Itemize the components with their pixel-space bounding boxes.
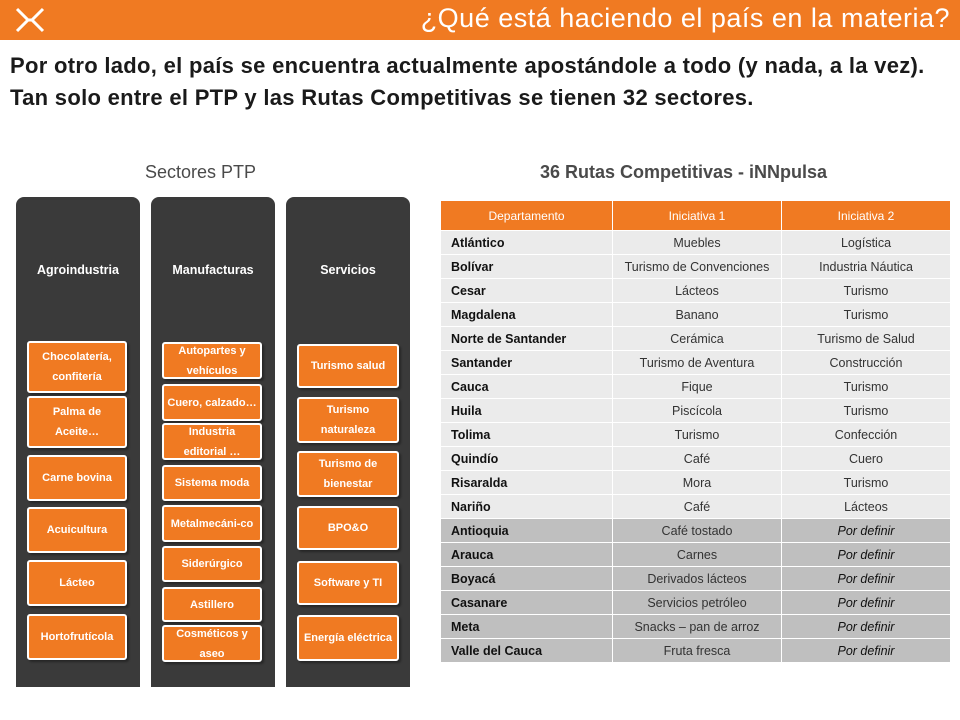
sector-box: Autopartes y vehículos — [162, 342, 262, 379]
cell-iniciativa-1: Café — [613, 495, 782, 519]
cell-departamento: Magdalena — [441, 303, 613, 327]
cell-iniciativa-1: Snacks – pan de arroz — [613, 615, 782, 639]
rutas-table — [440, 200, 951, 663]
cell-iniciativa-1: Turismo de Aventura — [613, 351, 782, 375]
sector-box: Cosméticos y aseo — [162, 625, 262, 662]
sector-box: Metalmecáni-co — [162, 505, 262, 542]
cell-iniciativa-2: Construcción — [782, 351, 951, 375]
table-row — [441, 615, 951, 639]
cell-departamento: Norte de Santander — [441, 327, 613, 351]
x-logo-icon — [14, 6, 46, 34]
cell-iniciativa-2: Por definir — [782, 519, 951, 543]
cell-departamento: Tolima — [441, 423, 613, 447]
table-row — [441, 543, 951, 567]
cell-departamento: Huila — [441, 399, 613, 423]
column-header-iniciativa-2: Iniciativa 2 — [782, 201, 951, 231]
ptp-title: Sectores PTP — [145, 162, 257, 182]
cell-iniciativa-2: Turismo — [782, 471, 951, 495]
cell-departamento: Santander — [441, 351, 613, 375]
table-row — [441, 567, 951, 591]
table-row — [441, 447, 951, 471]
sector-box: Sistema moda — [162, 465, 262, 501]
cell-iniciativa-1: Carnes — [613, 543, 782, 567]
column-header: Manufacturas — [172, 263, 254, 277]
cell-iniciativa-2: Por definir — [782, 615, 951, 639]
cell-iniciativa-2: Por definir — [782, 591, 951, 615]
cell-iniciativa-2: Turismo — [782, 279, 951, 303]
sector-box: Turismo naturaleza — [297, 397, 399, 443]
cell-iniciativa-1: Derivados lácteos — [613, 567, 782, 591]
cell-iniciativa-2: Turismo de Salud — [782, 327, 951, 351]
cell-iniciativa-1: Fruta fresca — [613, 639, 782, 663]
cell-iniciativa-1: Servicios petróleo — [613, 591, 782, 615]
sector-box: Energía eléctrica — [297, 615, 399, 661]
cell-iniciativa-2: Turismo — [782, 375, 951, 399]
cell-iniciativa-1: Turismo — [613, 423, 782, 447]
sector-box: Acuicultura — [27, 507, 127, 553]
cell-iniciativa-1: Cerámica — [613, 327, 782, 351]
cell-departamento: Valle del Cauca — [441, 639, 613, 663]
table-row — [441, 279, 951, 303]
column-header: Agroindustria — [37, 263, 119, 277]
cell-departamento: Cesar — [441, 279, 613, 303]
cell-iniciativa-2: Cuero — [782, 447, 951, 471]
column-header-iniciativa-1: Iniciativa 1 — [613, 201, 782, 231]
sector-box: Turismo de bienestar — [297, 451, 399, 497]
sector-box: Hortofrutícola — [27, 614, 127, 660]
table-header-row — [441, 201, 951, 231]
table-body — [441, 231, 951, 663]
cell-departamento: Casanare — [441, 591, 613, 615]
table-row — [441, 423, 951, 447]
cell-departamento: Arauca — [441, 543, 613, 567]
cell-iniciativa-1: Piscícola — [613, 399, 782, 423]
cell-iniciativa-1: Mora — [613, 471, 782, 495]
cell-departamento: Quindío — [441, 447, 613, 471]
sector-box: BPO&O — [297, 506, 399, 550]
table-row — [441, 399, 951, 423]
sector-box: Siderúrgico — [162, 546, 262, 582]
sector-box: Cuero, calzado… — [162, 384, 262, 421]
sector-box: Turismo salud — [297, 344, 399, 388]
cell-iniciativa-2: Confección — [782, 423, 951, 447]
intro-text: Por otro lado, el país se encuentra actualmente apostándole a todo (y nada, a la vez). Tan solo entre el PTP y las Rutas Competitivas se tienen 32 sectores. — [10, 53, 925, 110]
cell-departamento: Meta — [441, 615, 613, 639]
cell-departamento: Risaralda — [441, 471, 613, 495]
page-title: ¿Qué está haciendo el país en la materia? — [420, 3, 950, 33]
cell-iniciativa-2: Por definir — [782, 567, 951, 591]
cell-iniciativa-2: Por definir — [782, 639, 951, 663]
table-row — [441, 255, 951, 279]
sector-box: Chocolatería, confitería — [27, 341, 127, 393]
cell-departamento: Atlántico — [441, 231, 613, 255]
table-row — [441, 591, 951, 615]
cell-iniciativa-1: Muebles — [613, 231, 782, 255]
sector-box: Industria editorial … — [162, 423, 262, 460]
cell-iniciativa-1: Café — [613, 447, 782, 471]
sector-box: Astillero — [162, 587, 262, 622]
ptp-column-agroindustria — [16, 197, 140, 687]
cell-departamento: Cauca — [441, 375, 613, 399]
table-row — [441, 639, 951, 663]
cell-iniciativa-2: Logística — [782, 231, 951, 255]
cell-iniciativa-2: Turismo — [782, 399, 951, 423]
sector-box: Lácteo — [27, 560, 127, 606]
sector-box: Software y TI — [297, 561, 399, 605]
cell-iniciativa-1: Fique — [613, 375, 782, 399]
table-row — [441, 495, 951, 519]
cell-iniciativa-2: Lácteos — [782, 495, 951, 519]
cell-departamento: Bolívar — [441, 255, 613, 279]
table-row — [441, 351, 951, 375]
cell-departamento: Boyacá — [441, 567, 613, 591]
cell-iniciativa-2: Industria Náutica — [782, 255, 951, 279]
sector-box: Carne bovina — [27, 455, 127, 501]
cell-iniciativa-1: Turismo de Convenciones — [613, 255, 782, 279]
column-header-departamento: Departamento — [441, 201, 613, 231]
cell-iniciativa-1: Banano — [613, 303, 782, 327]
cell-iniciativa-2: Por definir — [782, 543, 951, 567]
title-bar — [0, 0, 960, 40]
table-row — [441, 231, 951, 255]
table-row — [441, 519, 951, 543]
cell-iniciativa-1: Lácteos — [613, 279, 782, 303]
cell-departamento: Nariño — [441, 495, 613, 519]
ptp-column-servicios — [286, 197, 410, 687]
table-row — [441, 327, 951, 351]
column-header: Servicios — [320, 263, 376, 277]
sector-box: Palma de Aceite… — [27, 396, 127, 448]
cell-iniciativa-2: Turismo — [782, 303, 951, 327]
ptp-column-manufacturas — [151, 197, 275, 687]
cell-departamento: Antioquia — [441, 519, 613, 543]
cell-iniciativa-1: Café tostado — [613, 519, 782, 543]
table-row — [441, 303, 951, 327]
table-row — [441, 375, 951, 399]
table-row — [441, 471, 951, 495]
rutas-title: 36 Rutas Competitivas - iNNpulsa — [540, 162, 828, 182]
